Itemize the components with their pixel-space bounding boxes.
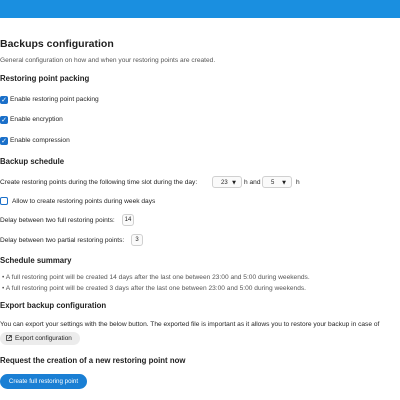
timeslot-label: Create restoring points during the following time slot during the day: [0, 179, 198, 186]
create-restoring-point-button[interactable]: Create full restoring point [0, 374, 87, 389]
schedule-heading: Backup schedule [0, 157, 65, 166]
chevron-down-icon: ▼ [232, 180, 236, 186]
export-configuration-button[interactable] [0, 332, 80, 345]
packing-heading: Restoring point packing [0, 74, 90, 83]
full-delay-label: Delay between two full restoring points: [0, 217, 115, 224]
end-hour-value: 5 [271, 180, 275, 186]
summary-item: • A full restoring point will be created 3 days after the last one between 23:00 and 5:00 during weekends. [2, 285, 306, 292]
end-hour-select[interactable] [262, 176, 292, 188]
partial-delay-input[interactable]: 3 [131, 234, 143, 246]
export-button-label: Export configuration [15, 335, 72, 342]
summary-item: • A full restoring point will be created 14 days after the last one between 23:00 and 5:00 during weekends. [2, 274, 310, 281]
summary-heading: Schedule summary [0, 256, 72, 265]
checkbox-compression[interactable]: ✓ [1, 137, 7, 145]
create-heading: Request the creation of a new restoring point now [0, 356, 186, 365]
weekdays-label: Allow to create restoring points during week days [12, 198, 156, 205]
full-delay-input[interactable]: 14 [122, 214, 134, 226]
checkbox-packing[interactable]: ✓ [1, 96, 7, 104]
summary-item-text: A full restoring point will be created 14 days after the last one between 23:00 and 5:00 during weekends. [5, 274, 310, 281]
start-hour-value: 23 [221, 180, 228, 186]
partial-delay-label: Delay between two partial restoring points: [0, 237, 125, 244]
packing-option-label: Enable restoring point packing [10, 96, 99, 103]
summary-item-text: A full restoring point will be created 3 days after the last one between 23:00 and 5:00 during weekends. [5, 285, 306, 292]
h-suffix-label: h [296, 179, 300, 186]
top-bar [0, 0, 400, 18]
compression-option-label: Enable compression [10, 137, 70, 144]
export-heading: Export backup configuration [0, 301, 107, 310]
export-description: You can export your settings with the below button. The exported file is important as it allows you to restore your backup in case of [0, 321, 380, 328]
page-description: General configuration on how and when your restoring points are created. [0, 57, 216, 64]
external-link-icon [6, 332, 12, 345]
chevron-down-icon: ▼ [282, 180, 286, 186]
h-and-label: h and [244, 179, 261, 186]
encryption-option-label: Enable encryption [10, 116, 63, 123]
checkbox-weekdays[interactable] [0, 197, 8, 205]
start-hour-select[interactable] [212, 176, 242, 188]
checkbox-encryption[interactable]: ✓ [1, 116, 7, 124]
page-title: Backups configuration [0, 38, 114, 50]
